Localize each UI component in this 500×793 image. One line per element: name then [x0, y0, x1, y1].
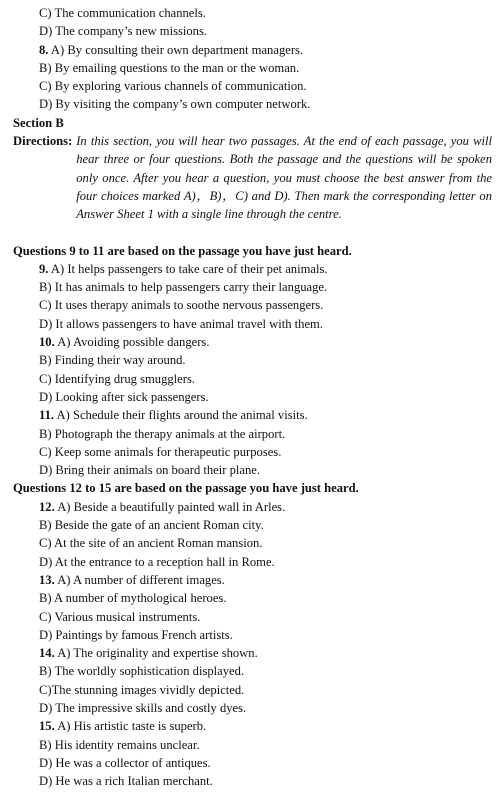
- option-text: A) By consulting their own department managers.: [48, 42, 304, 57]
- question-number: 10.: [39, 335, 55, 350]
- question-number: 14.: [39, 646, 55, 661]
- option-text: A) Avoiding possible dangers.: [54, 335, 210, 350]
- question-number: 8.: [39, 42, 49, 57]
- question-12-option-c: C) At the site of an ancient Roman mansion.: [39, 536, 263, 551]
- question-8-option-b: B) By emailing questions to the man or the woman.: [39, 60, 300, 75]
- question-14-option-c: C)The stunning images vividly depicted.: [39, 682, 245, 697]
- question-number: 11.: [39, 408, 55, 423]
- question-13-option-d: D) Paintings by famous French artists.: [39, 627, 233, 642]
- question-11-option-d: D) Bring their animals on board their plane.: [39, 463, 261, 478]
- question-14-option-a: [13, 644, 492, 662]
- question-11-option-c: C) Keep some animals for therapeutic purposes.: [39, 444, 282, 459]
- question-number: 12.: [39, 499, 55, 514]
- question-8-option-d: D) By visiting the company’s own computer network.: [39, 97, 311, 112]
- option-text: A) It helps passengers to take care of their pet animals.: [48, 261, 328, 276]
- question-10-option-b: B) Finding their way around.: [39, 353, 186, 368]
- question-9-option-c: C) It uses therapy animals to soothe nervous passengers.: [39, 298, 324, 313]
- question-number: 15.: [39, 719, 55, 734]
- question-13-option-b: B) A number of mythological heroes.: [39, 591, 227, 606]
- question-15-option-a: [13, 717, 492, 735]
- question-13-option-a: [13, 571, 492, 589]
- question-14-option-b: B) The worldly sophistication displayed.: [39, 664, 245, 679]
- question-12-option-d: D) At the entrance to a reception hall in Rome.: [39, 554, 275, 569]
- question-13-option-c: C) Various musical instruments.: [39, 609, 201, 624]
- option-text: A) A number of different images.: [54, 572, 225, 587]
- option-text: A) The originality and expertise shown.: [54, 646, 258, 661]
- question-15-option-c: D) He was a collector of antiques.: [39, 755, 211, 770]
- question-14-option-d: D) The impressive skills and costly dyes.: [39, 700, 247, 715]
- question-8-option-c: C) By exploring various channels of communication.: [39, 79, 307, 94]
- option-text: A) Beside a beautifully painted wall in Arles.: [54, 499, 286, 514]
- question-11-option-b: B) Photograph the therapy animals at the airport.: [39, 426, 286, 441]
- question-9-option-a: [13, 260, 492, 278]
- question-number: 13.: [39, 572, 55, 587]
- option-text: A) His artistic taste is superb.: [54, 719, 207, 734]
- question-15-option-d: D) He was a rich Italian merchant.: [39, 774, 213, 789]
- directions-label: Directions:: [13, 134, 73, 149]
- question-12-option-a: [13, 498, 492, 516]
- question-11-option-a: [13, 406, 492, 424]
- option-line: C) The communication channels.: [39, 6, 206, 20]
- question-8-option-a: [13, 41, 492, 59]
- question-number: 9.: [39, 261, 49, 276]
- question-9-option-d: D) It allows passengers to have animal travel with them.: [39, 316, 323, 331]
- group-heading: Questions 9 to 11 are based on the passage you have just heard.: [13, 243, 352, 258]
- question-10-option-a: [13, 333, 492, 351]
- group-heading: Questions 12 to 15 are based on the passage you have just heard.: [13, 481, 359, 496]
- directions-block: [13, 132, 492, 223]
- directions-text: In this section, you will hear two passages. At the end of each passage, you will hear three or four questions. Both the passage and the questions will be spoken only once. After you hear a question, you must choose the best answer from the four choices marked A)，B)，C) and D). Then mark the corresponding letter on Answer Sheet 1 with a single line through the centre.: [76, 134, 492, 222]
- question-9-option-b: B) It has animals to help passengers carry their language.: [39, 280, 328, 295]
- option-text: A) Schedule their flights around the animal visits.: [54, 408, 308, 423]
- question-10-option-d: D) Looking after sick passengers.: [39, 389, 209, 404]
- question-10-option-c: C) Identifying drug smugglers.: [39, 371, 196, 386]
- option-line: D) The company’s new missions.: [39, 24, 208, 39]
- question-15-option-b: B) His identity remains unclear.: [39, 737, 200, 752]
- question-12-option-b: B) Beside the gate of an ancient Roman city.: [39, 518, 264, 533]
- section-title: Section B: [13, 115, 64, 130]
- spacer: [13, 224, 492, 242]
